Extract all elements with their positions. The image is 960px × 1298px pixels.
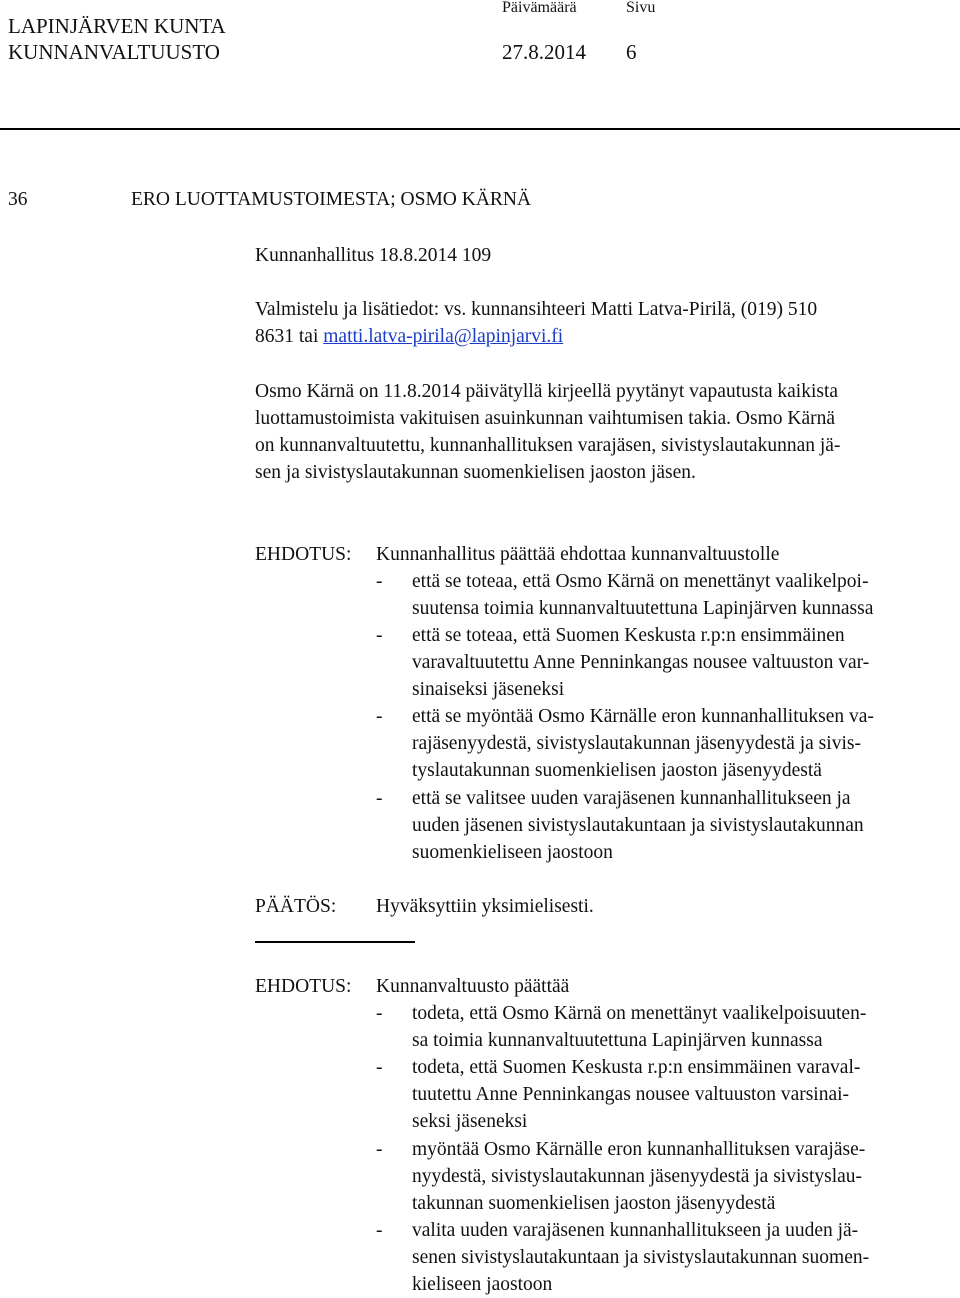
section-number: 36 <box>8 189 28 210</box>
proposal-item-line: seksi jäseneksi <box>412 1111 528 1132</box>
proposal-item-line: kieliseen jaostoon <box>412 1274 553 1295</box>
proposal-item-line: sa toimia kunnanvaltuutettuna Lapinjärven kunnassa <box>412 1030 823 1051</box>
proposal-item-line: että se valitsee uuden varajäsenen kunnanhallitukseen ja <box>412 788 851 809</box>
list-dash: - <box>376 788 383 809</box>
proposal-item-line: sinaiseksi jäseneksi <box>412 679 565 700</box>
meeting-date: 27.8.2014 <box>502 40 586 64</box>
proposal-item-line: valita uuden varajäsenen kunnanhallitukseen ja uuden jä- <box>412 1220 859 1241</box>
body-line: Osmo Kärnä on 11.8.2014 päivätyllä kirjeellä pyytänyt vapautusta kaikista <box>255 381 839 402</box>
proposal-item-line: rajäsenyydestä, sivistyslautakunnan jäsenyydestä ja sivis- <box>412 733 861 754</box>
phone-suffix: 8631 tai <box>255 326 324 347</box>
page-number: 6 <box>626 40 637 64</box>
proposal-item-line: varavaltuutettu Anne Penninkangas nousee valtuuston var- <box>412 652 870 673</box>
proposal-item-line: että se myöntää Osmo Kärnälle eron kunnanhallituksen va- <box>412 706 874 727</box>
body-line: sen ja sivistyslautakunnan suomenkielisen jaoston jäsen. <box>255 462 696 483</box>
list-dash: - <box>376 1139 383 1160</box>
proposal-intro: Kunnanvaltuusto päättää <box>376 976 570 997</box>
proposal-item-line: todeta, että Suomen Keskusta r.p:n ensimmäinen varaval- <box>412 1057 861 1078</box>
email-link[interactable]: matti.latva-pirila@lapinjarvi.fi <box>323 326 564 347</box>
proposal-label: EHDOTUS: <box>255 544 352 565</box>
section-title: ERO LUOTTAMUSTOIMESTA; OSMO KÄRNÄ <box>131 189 532 210</box>
list-dash: - <box>376 571 383 592</box>
proposal-item-line: suutensa toimia kunnanvaltuutettuna Lapinjärven kunnassa <box>412 598 874 619</box>
proposal-item-line: suomenkieliseen jaostoon <box>412 842 613 863</box>
page-label: Sivu <box>626 0 656 16</box>
proposal-intro: Kunnanhallitus päättää ehdottaa kunnanvaltuustolle <box>376 544 780 565</box>
list-dash: - <box>376 706 383 727</box>
proposal-label: EHDOTUS: <box>255 976 352 997</box>
preparer-contact <box>255 327 563 347</box>
body-line: luottamustoimista vakituisen asuinkunnan vaihtumisen takia. Osmo Kärnä <box>255 408 836 429</box>
preparer-info: Valmistelu ja lisätiedot: vs. kunnansihteeri Matti Latva-Pirilä, (019) 510 <box>255 299 818 320</box>
decision-label: PÄÄTÖS: <box>255 896 337 917</box>
proposal-item-line: nyydestä, sivistyslautakunnan jäsenyydestä ja sivistyslau- <box>412 1166 863 1187</box>
list-dash: - <box>376 1220 383 1241</box>
list-dash: - <box>376 1003 383 1024</box>
proposal-item-line: senen sivistyslautakuntaan ja sivistyslautakunnan suomen- <box>412 1247 870 1268</box>
date-label: Päivämäärä <box>502 0 577 16</box>
body-line: on kunnanvaltuutettu, kunnanhallituksen varajäsen, sivistyslautakunnan jä- <box>255 435 841 456</box>
proposal-item-line: että se toteaa, että Suomen Keskusta r.p:n ensimmäinen <box>412 625 845 646</box>
decision-text: Hyväksyttiin yksimielisesti. <box>376 896 594 917</box>
municipality-name: LAPINJÄRVEN KUNTA <box>8 14 226 38</box>
proposal-item-line: uuden jäsenen sivistyslautakuntaan ja sivistyslautakunnan <box>412 815 864 836</box>
list-dash: - <box>376 1057 383 1078</box>
proposal-item-line: todeta, että Osmo Kärnä on menettänyt vaalikelpoisuuten- <box>412 1003 867 1024</box>
list-dash: - <box>376 625 383 646</box>
proposal-item-line: myöntää Osmo Kärnälle eron kunnanhallituksen varajäse- <box>412 1139 866 1160</box>
proposal-item-line: tuutettu Anne Penninkangas nousee valtuuston varsinai- <box>412 1084 850 1105</box>
header-divider <box>0 128 960 130</box>
proposal-item-line: takunnan suomenkielisen jaoston jäsenyydestä <box>412 1193 776 1214</box>
decision-divider <box>255 941 415 943</box>
proposal-item-line: että se toteaa, että Osmo Kärnä on menettänyt vaalikelpoi- <box>412 571 869 592</box>
council-name: KUNNANVALTUUSTO <box>8 40 220 64</box>
proposal-item-line: tyslautakunnan suomenkielisen jaoston jäsenyydestä <box>412 760 822 781</box>
board-reference: Kunnanhallitus 18.8.2014 109 <box>255 245 492 266</box>
